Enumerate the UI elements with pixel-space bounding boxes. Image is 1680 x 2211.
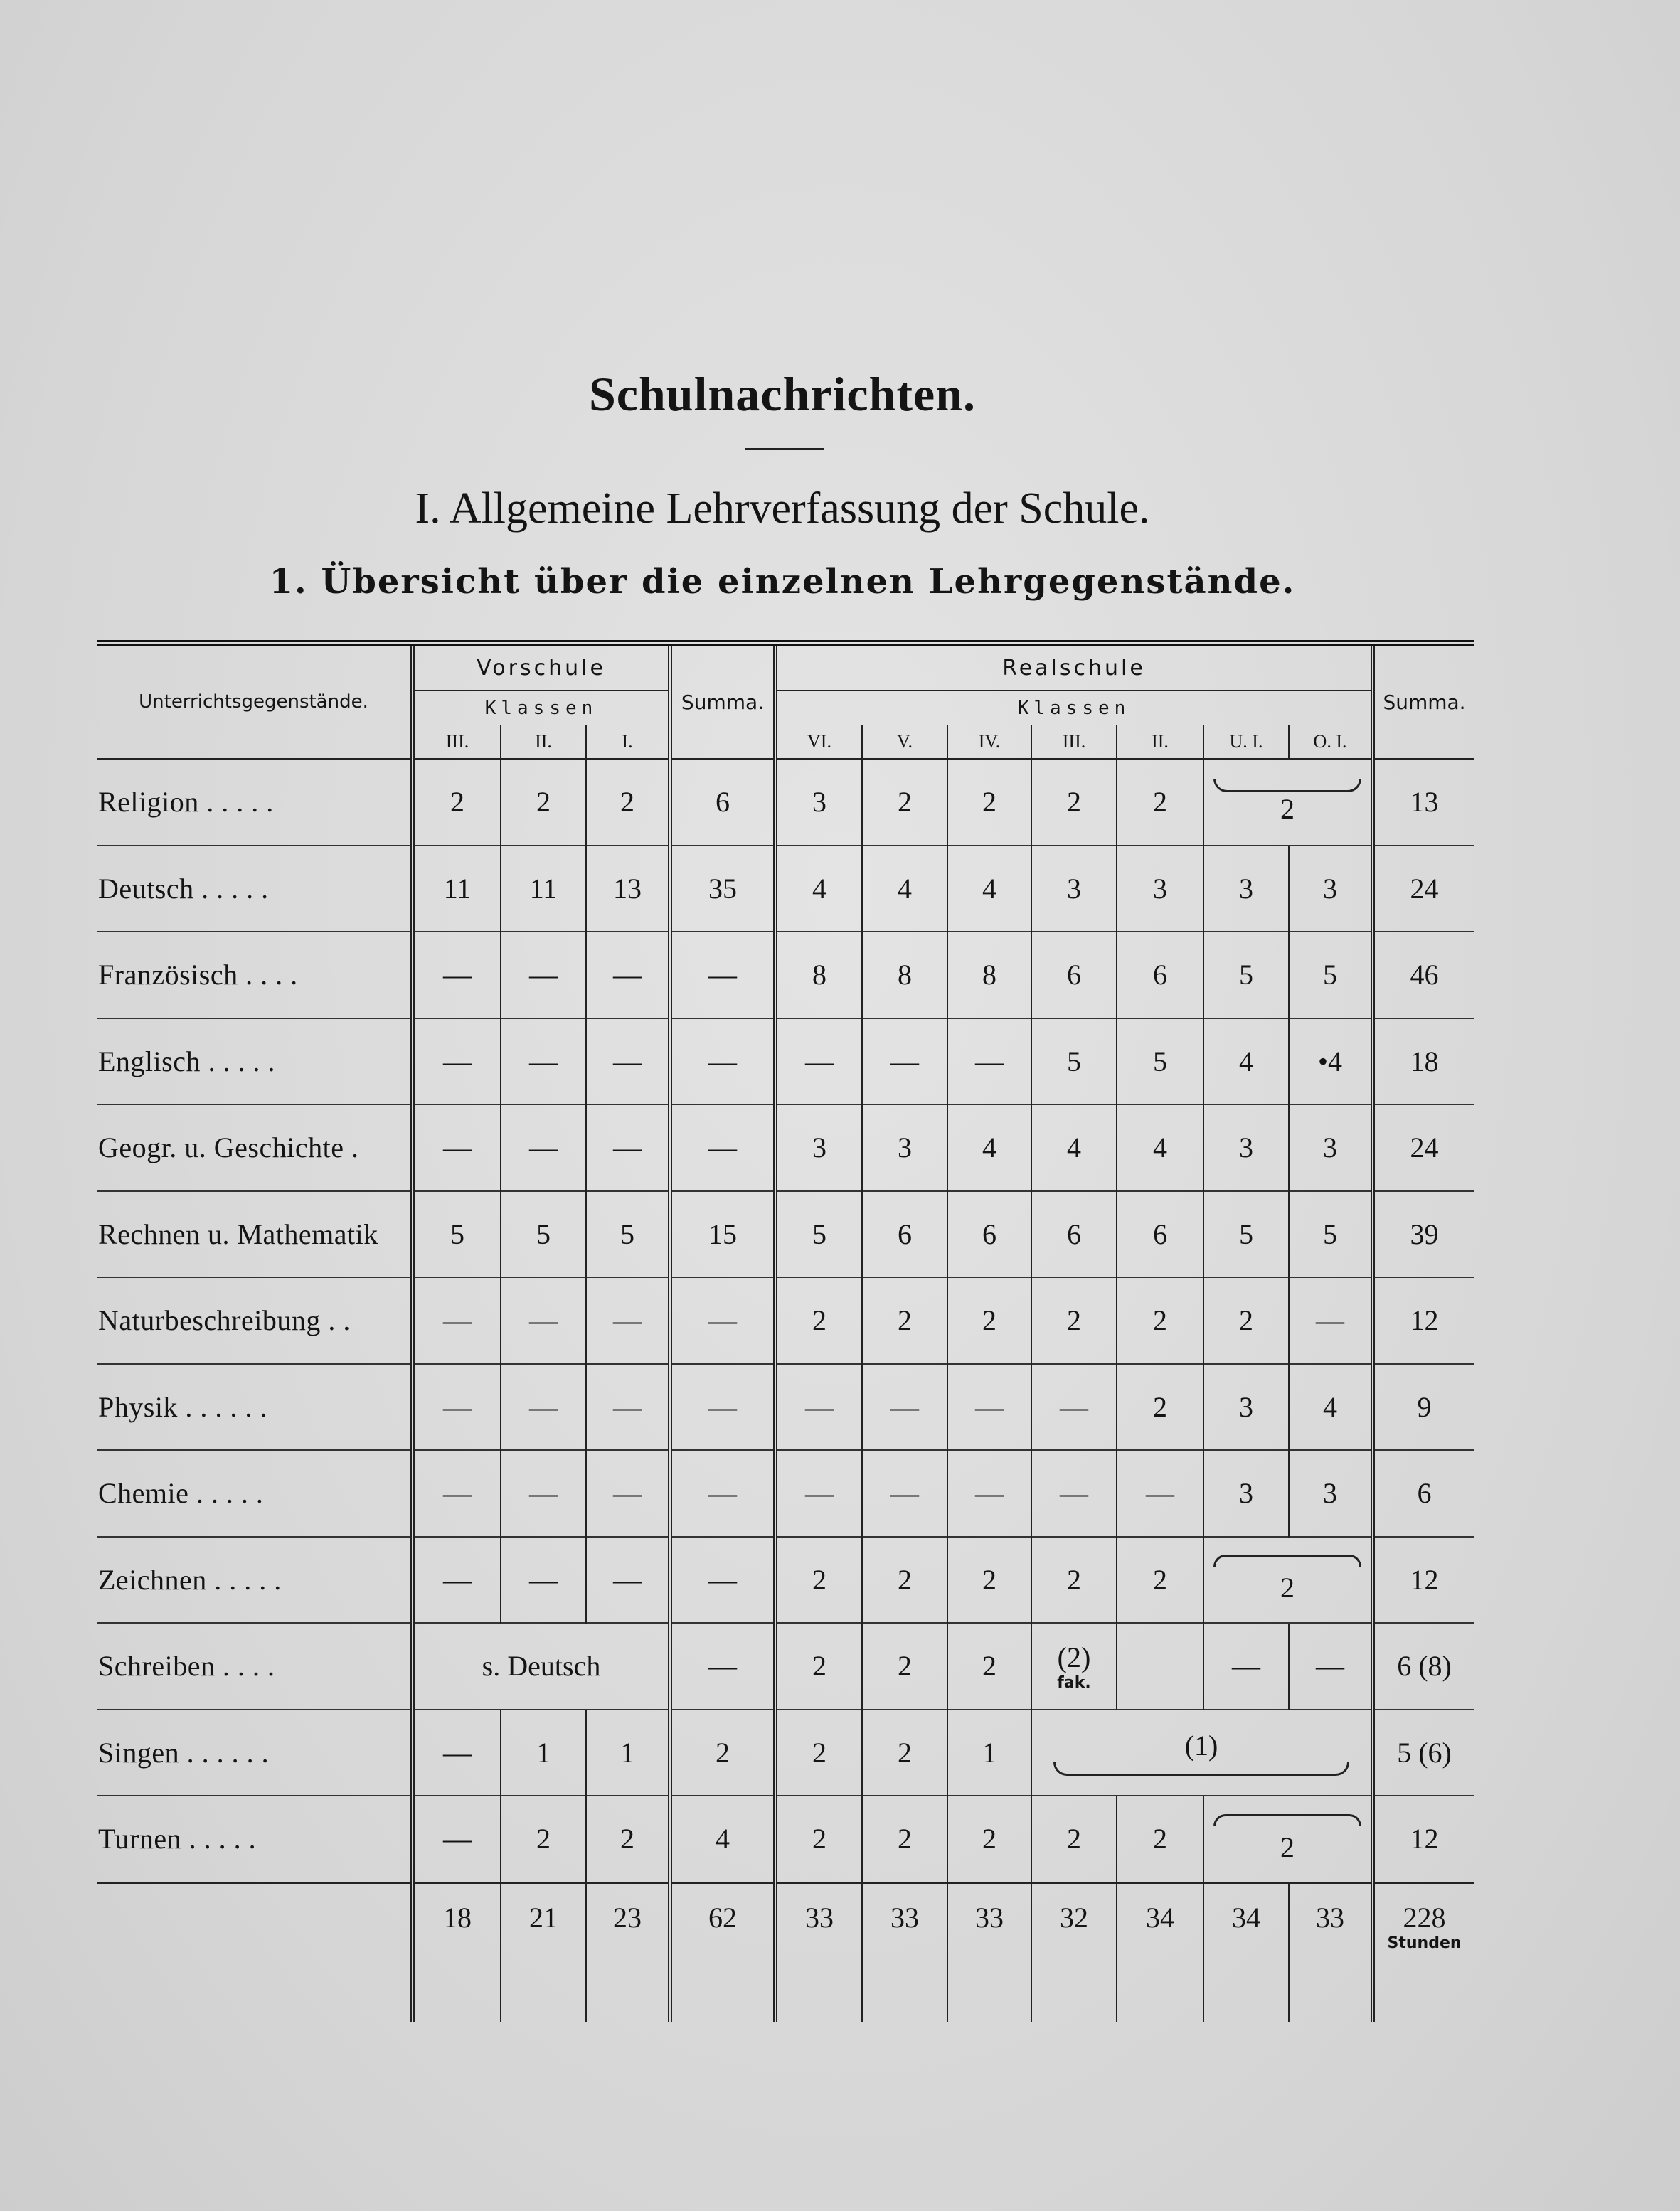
realschule-hours: —: [947, 1450, 1031, 1537]
upper-i-hours: 4: [1203, 1018, 1289, 1105]
vorschule-summa: —: [670, 1364, 775, 1451]
fakultativ-note: fak.: [1057, 1673, 1091, 1692]
combined-upper-hours: [1203, 1796, 1373, 1882]
totals-label-cell: [97, 1882, 413, 2022]
vorschule-hours: —: [413, 932, 501, 1018]
row-summa: 13: [1373, 759, 1474, 846]
vorschule-summa: 15: [670, 1191, 775, 1278]
oberprima-hours: 5: [1289, 1191, 1373, 1278]
vorschule-hours: —: [413, 1710, 501, 1796]
realschule-total: 33: [947, 1882, 1031, 2022]
realschule-hours: 6: [1117, 1191, 1203, 1278]
table-row: [97, 1191, 1474, 1278]
realschule-hours: 5: [775, 1191, 862, 1278]
vorschule-summa: —: [670, 1537, 775, 1624]
realschule-hours: 2: [862, 1796, 947, 1882]
table-row: [97, 1104, 1474, 1191]
realschule-hours: 2: [1117, 1277, 1203, 1364]
realschule-header: Realschule: [775, 643, 1373, 691]
lehrgegenstaende-table: [97, 640, 1474, 2022]
realschule-hours: —: [775, 1018, 862, 1105]
subject-label: Englisch . . . . .: [97, 1018, 413, 1105]
vorschule-summa: —: [670, 1104, 775, 1191]
realschule-hours: 5: [1031, 1018, 1117, 1105]
realschule-hours: 4: [775, 846, 862, 932]
section-heading: I. Allgemeine Lehrverfassung der Schule.: [415, 484, 1150, 533]
combined-upper-value: 2: [1280, 1831, 1295, 1863]
upper-i-hours: 5: [1203, 932, 1289, 1018]
combined-upper-hours: [1203, 1537, 1373, 1624]
vorschule-hours: 5: [586, 1191, 670, 1278]
realschule-total: 32: [1031, 1882, 1117, 2022]
row-summa: 9: [1373, 1364, 1474, 1451]
grand-total-value: 228: [1403, 1901, 1446, 1934]
class-header-realschule-v: V.: [862, 725, 947, 759]
table-row: [97, 1364, 1474, 1451]
realschule-total: 34: [1117, 1882, 1203, 2022]
upper-i-hours: 3: [1203, 1364, 1289, 1451]
vorschule-hours: —: [413, 1104, 501, 1191]
page-title: Schulnachrichten.: [588, 367, 977, 421]
vorschule-hours: 11: [413, 846, 501, 932]
realschule-hours: —: [775, 1450, 862, 1537]
vorschule-summa-header: Summa.: [670, 643, 775, 759]
subject-label: Zeichnen . . . . .: [97, 1537, 413, 1624]
realschule-hours: 2: [862, 1623, 947, 1710]
table-header: [97, 643, 1474, 759]
vorschule-total: 18: [413, 1882, 501, 2022]
vorschule-hours: —: [413, 1018, 501, 1105]
realschule-hours: 3: [775, 759, 862, 846]
subject-label: Religion . . . . .: [98, 786, 274, 819]
vorschule-hours: —: [413, 1796, 501, 1882]
oberprima-hours: 4: [1289, 1364, 1373, 1451]
row-summa: 6 (8): [1373, 1623, 1474, 1710]
vorschule-total: 23: [586, 1882, 670, 2022]
realschule-hours: 2: [1117, 759, 1203, 846]
row-summa: 18: [1373, 1018, 1474, 1105]
vorschule-hours: —: [586, 1277, 670, 1364]
realschule-hours: 3: [775, 1104, 862, 1191]
subject-label: Naturbeschreibung . .: [97, 1277, 413, 1364]
brace-mark: [1213, 779, 1361, 792]
total-summa-header: Summa.: [1373, 643, 1474, 759]
brace-mark: [1053, 1762, 1349, 1776]
realschule-hours: [1117, 1623, 1203, 1710]
subject-label: Geogr. u. Geschichte .: [97, 1104, 413, 1191]
realschule-hours: 2: [947, 1537, 1031, 1624]
class-header-vorschule-i: I.: [586, 725, 670, 759]
vorschule-hours: 11: [501, 846, 586, 932]
realschule-hours: 3: [1031, 846, 1117, 932]
vorschule-summa: 6: [670, 759, 775, 846]
realschule-hours: —: [1031, 1364, 1117, 1451]
combined-upper-hours: [1203, 759, 1373, 846]
realschule-hours: 2: [775, 1796, 862, 1882]
realschule-hours: 2: [1031, 1796, 1117, 1882]
table-row: [97, 1796, 1474, 1882]
brace-mark: [1213, 1555, 1361, 1567]
vorschule-note: s. Deutsch: [413, 1623, 670, 1710]
realschule-hours: 6: [1031, 1191, 1117, 1278]
vorschule-summa: —: [670, 1277, 775, 1364]
class-header-vorschule-iii: III.: [413, 725, 501, 759]
vorschule-hours: —: [501, 1537, 586, 1624]
vorschule-summa: —: [670, 1018, 775, 1105]
combined-upper-value: 2: [1280, 1572, 1295, 1604]
subject-header: Unterrichtsgegenstände.: [139, 691, 368, 713]
vorschule-hours: 2: [586, 1796, 670, 1882]
vorschule-hours: —: [586, 1537, 670, 1624]
vorschule-grand-total: 62: [670, 1882, 775, 2022]
realschule-hours: —: [862, 1450, 947, 1537]
vorschule-summa: —: [670, 1450, 775, 1537]
class-header-realschule-iii: III.: [1031, 725, 1117, 759]
grand-total: [1373, 1882, 1474, 2022]
vorschule-summa: 2: [670, 1710, 775, 1796]
row-summa: 12: [1373, 1796, 1474, 1882]
combined-group-value: (1): [1184, 1730, 1218, 1762]
upper-i-hours: —: [1203, 1623, 1289, 1710]
upper-i-hours: 3: [1203, 1104, 1289, 1191]
vorschule-hours: —: [586, 1364, 670, 1451]
class-header-realschule-oi: O. I.: [1289, 725, 1373, 759]
realschule-hours: 2: [1117, 1796, 1203, 1882]
table-row: [97, 1623, 1474, 1710]
table-row: [97, 1277, 1474, 1364]
subject-label: Turnen . . . . .: [97, 1796, 413, 1882]
oberprima-hours: •4: [1289, 1018, 1373, 1105]
upper-i-hours: 2: [1203, 1277, 1289, 1364]
vorschule-hours: 1: [501, 1710, 586, 1796]
realschule-hours: 2: [775, 1277, 862, 1364]
oberprima-hours: 3: [1289, 846, 1373, 932]
row-summa: 46: [1373, 932, 1474, 1018]
row-summa: 24: [1373, 846, 1474, 932]
subject-label: Chemie . . . . .: [97, 1450, 413, 1537]
vorschule-header: Vorschule: [413, 643, 670, 691]
realschule-total: 33: [775, 1882, 862, 2022]
realschule-hours: 5: [1117, 1018, 1203, 1105]
realschule-hours: 3: [862, 1104, 947, 1191]
optional-hours-value: (2): [1057, 1641, 1091, 1673]
table-row: [97, 1450, 1474, 1537]
vorschule-hours: —: [501, 932, 586, 1018]
vorschule-hours: 2: [413, 759, 501, 846]
row-summa: 12: [1373, 1537, 1474, 1624]
vorschule-hours: —: [413, 1277, 501, 1364]
realschule-hours: —: [862, 1364, 947, 1451]
realschule-total: 33: [862, 1882, 947, 2022]
table-row: [97, 932, 1474, 1018]
vorschule-summa: 4: [670, 1796, 775, 1882]
class-header-realschule-ui: U. I.: [1203, 725, 1289, 759]
vorschule-hours: 5: [501, 1191, 586, 1278]
realschule-hours: 4: [862, 846, 947, 932]
optional-hours: [1031, 1623, 1117, 1710]
table-row: [97, 759, 1474, 846]
row-summa: 12: [1373, 1277, 1474, 1364]
stunden-unit: Stunden: [1387, 1934, 1462, 1952]
vorschule-hours: 1: [586, 1710, 670, 1796]
realschule-hours: 4: [1117, 1104, 1203, 1191]
realschule-hours: 3: [1117, 846, 1203, 932]
oberprima-hours: 3: [1289, 1104, 1373, 1191]
vorschule-total: 21: [501, 1882, 586, 2022]
vorschule-hours: 5: [413, 1191, 501, 1278]
realschule-hours: 2: [775, 1623, 862, 1710]
class-header-vorschule-ii: II.: [501, 725, 586, 759]
realschule-hours: 2: [1117, 1364, 1203, 1451]
class-header-realschule-ii: II.: [1117, 725, 1203, 759]
row-summa: 24: [1373, 1104, 1474, 1191]
vorschule-summa: —: [670, 932, 775, 1018]
realschule-hours: —: [1117, 1450, 1203, 1537]
vorschule-hours: —: [501, 1277, 586, 1364]
table-row: [97, 1018, 1474, 1105]
realschule-hours: 2: [1117, 1537, 1203, 1624]
realschule-hours: 2: [1031, 1277, 1117, 1364]
vorschule-hours: 13: [586, 846, 670, 932]
subject-label: Singen . . . . . .: [97, 1710, 413, 1796]
upper-i-total: 34: [1203, 1882, 1289, 2022]
table-row: [97, 1537, 1474, 1624]
oberprima-hours: —: [1289, 1277, 1373, 1364]
realschule-hours: —: [1031, 1450, 1117, 1537]
vorschule-hours: —: [413, 1537, 501, 1624]
row-summa: 6: [1373, 1450, 1474, 1537]
realschule-hours: —: [775, 1364, 862, 1451]
realschule-hours: —: [947, 1018, 1031, 1105]
vorschule-hours: —: [413, 1364, 501, 1451]
realschule-hours: —: [947, 1364, 1031, 1451]
vorschule-klassen-label: Klassen: [413, 691, 670, 725]
realschule-klassen-label: Klassen: [775, 691, 1373, 725]
combined-group-hours: [1031, 1710, 1373, 1796]
upper-i-hours: 3: [1203, 1450, 1289, 1537]
realschule-hours: 2: [862, 1277, 947, 1364]
subject-label: Physik . . . . . .: [97, 1364, 413, 1451]
subsection-heading: 1. Übersicht über die einzelnen Lehrgegenstände.: [269, 562, 1296, 602]
realschule-hours: 2: [862, 759, 947, 846]
vorschule-hours: —: [501, 1018, 586, 1105]
vorschule-hours: 2: [586, 759, 670, 846]
brace-mark: [1213, 1814, 1361, 1826]
realschule-hours: 2: [947, 1277, 1031, 1364]
vorschule-hours: —: [501, 1450, 586, 1537]
vorschule-hours: 2: [501, 759, 586, 846]
vorschule-hours: —: [586, 932, 670, 1018]
subject-label: Französisch . . . .: [97, 932, 413, 1018]
realschule-hours: 2: [775, 1710, 862, 1796]
vorschule-hours: —: [586, 1018, 670, 1105]
row-summa: 39: [1373, 1191, 1474, 1278]
row-summa: 5 (6): [1373, 1710, 1474, 1796]
realschule-hours: 2: [1031, 759, 1117, 846]
subject-label: Schreiben . . . .: [97, 1623, 413, 1710]
vorschule-hours: —: [413, 1450, 501, 1537]
subject-label: Rechnen u. Mathematik: [97, 1191, 413, 1278]
realschule-hours: 8: [775, 932, 862, 1018]
combined-upper-value: 2: [1280, 792, 1295, 825]
upper-i-hours: 5: [1203, 1191, 1289, 1278]
vorschule-hours: —: [586, 1450, 670, 1537]
realschule-hours: 1: [947, 1710, 1031, 1796]
vorschule-summa: —: [670, 1623, 775, 1710]
realschule-hours: 2: [862, 1537, 947, 1624]
title-divider: [745, 448, 824, 450]
table-row: [97, 1710, 1474, 1796]
table-body: [97, 759, 1474, 2022]
oberprima-hours: 3: [1289, 1450, 1373, 1537]
realschule-hours: 4: [1031, 1104, 1117, 1191]
oberprima-hours: —: [1289, 1623, 1373, 1710]
vorschule-summa: 35: [670, 846, 775, 932]
vorschule-hours: 2: [501, 1796, 586, 1882]
vorschule-hours: —: [501, 1104, 586, 1191]
class-header-realschule-vi: VI.: [775, 725, 862, 759]
realschule-hours: 8: [947, 932, 1031, 1018]
realschule-hours: 2: [862, 1710, 947, 1796]
realschule-hours: 2: [775, 1537, 862, 1624]
vorschule-hours: —: [501, 1364, 586, 1451]
realschule-hours: —: [862, 1018, 947, 1105]
realschule-hours: 2: [947, 1796, 1031, 1882]
realschule-hours: 8: [862, 932, 947, 1018]
oberprima-hours: 5: [1289, 932, 1373, 1018]
realschule-hours: 6: [947, 1191, 1031, 1278]
table-row: [97, 846, 1474, 932]
class-header-realschule-iv: IV.: [947, 725, 1031, 759]
realschule-hours: 2: [947, 1623, 1031, 1710]
subject-label: Deutsch . . . . .: [97, 846, 413, 932]
totals-row: [97, 1882, 1474, 2022]
vorschule-hours: —: [586, 1104, 670, 1191]
realschule-hours: 4: [947, 1104, 1031, 1191]
realschule-hours: 2: [1031, 1537, 1117, 1624]
realschule-hours: 6: [862, 1191, 947, 1278]
realschule-hours: 4: [947, 846, 1031, 932]
realschule-hours: 6: [1031, 932, 1117, 1018]
oberprima-total: 33: [1289, 1882, 1373, 2022]
realschule-hours: 2: [947, 759, 1031, 846]
upper-i-hours: 3: [1203, 846, 1289, 932]
realschule-hours: 6: [1117, 932, 1203, 1018]
